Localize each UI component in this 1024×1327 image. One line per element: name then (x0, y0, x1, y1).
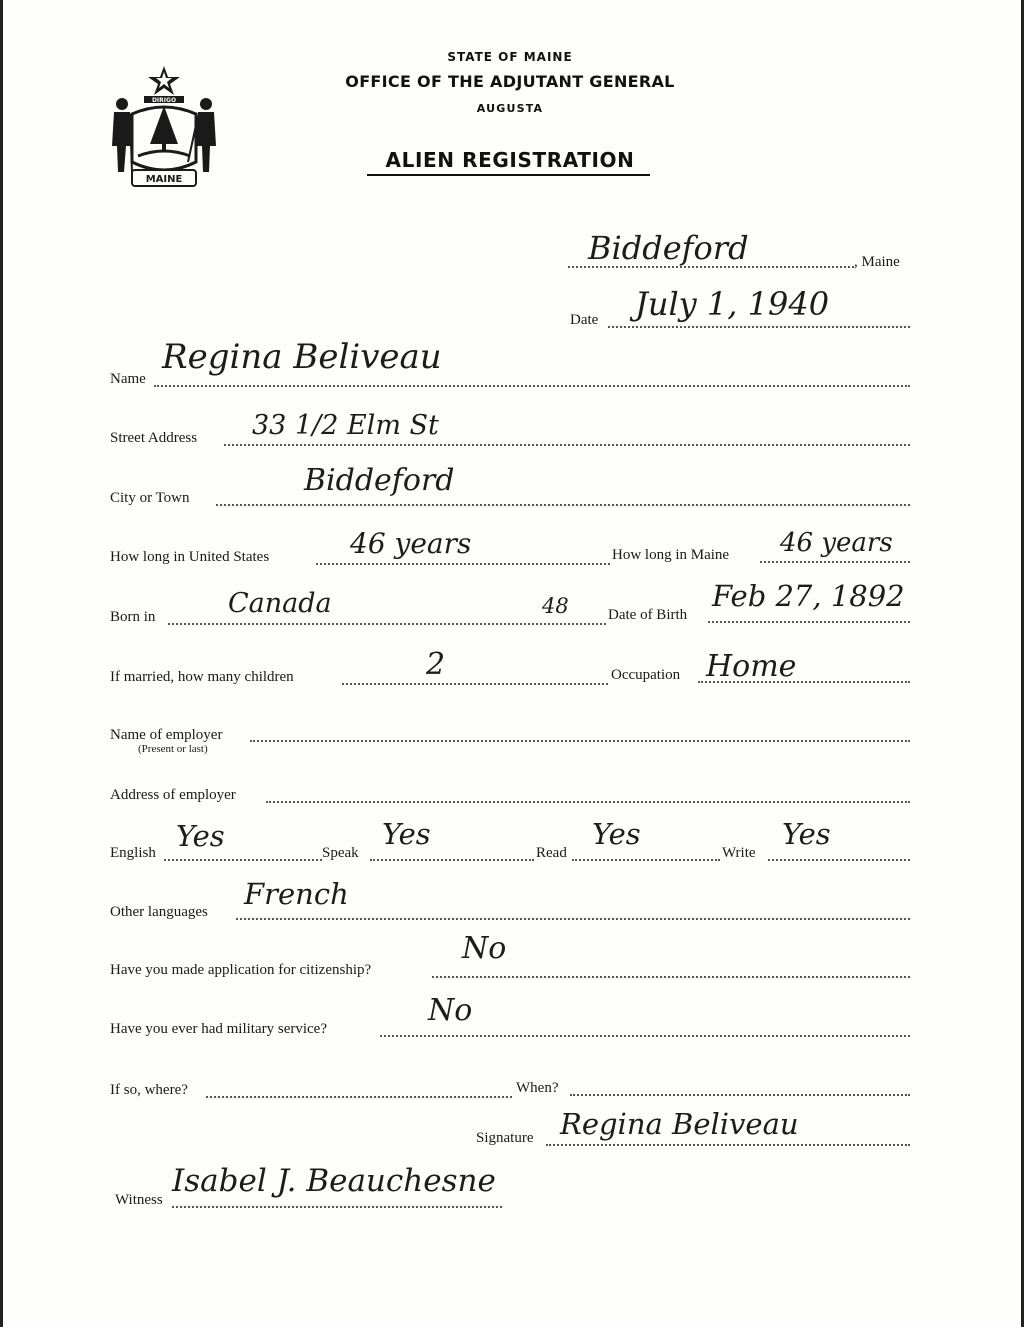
citizenship-label: Have you made application for citizenship? (110, 962, 372, 978)
signature-label: Signature (476, 1130, 534, 1146)
english-line (164, 859, 322, 861)
read-label: Read (536, 845, 567, 861)
street-address-value: 33 1/2 Elm St (252, 410, 439, 441)
signature-value: Regina Beliveau (560, 1107, 799, 1141)
street-address-line (224, 444, 910, 446)
maine-duration-label: How long in Maine (612, 547, 730, 563)
place-suffix-label: , Maine (854, 254, 900, 270)
employer-line (250, 740, 910, 742)
maine-duration-line (760, 561, 910, 563)
age-value: 48 (542, 594, 569, 618)
employer-address-label: Address of employer (110, 787, 236, 803)
military-label: Have you ever had military service? (110, 1021, 327, 1037)
seal-banner-text: MAINE (145, 174, 183, 185)
speak-label: Speak (322, 845, 359, 861)
other-languages-value: French (244, 877, 349, 911)
witness-line (172, 1206, 502, 1208)
dob-value: Feb 27, 1892 (712, 579, 905, 613)
city-line (216, 504, 910, 506)
citizenship-line (432, 976, 910, 978)
occupation-value: Home (706, 649, 797, 684)
employer-address-line (266, 801, 910, 803)
when-label: When? (516, 1080, 559, 1096)
employer-label: Name of employer (110, 727, 223, 743)
citizenship-value: No (462, 931, 507, 966)
read-value: Yes (592, 817, 641, 851)
name-label: Name (110, 371, 146, 387)
english-label: English (110, 845, 156, 861)
name-value: Regina Beliveau (162, 337, 442, 377)
date-line (608, 326, 910, 328)
employer-sublabel: (Present or last) (138, 743, 208, 755)
other-languages-line (236, 918, 910, 920)
born-in-label: Born in (110, 609, 156, 625)
when-line (570, 1094, 910, 1096)
children-label: If married, how many children (110, 669, 294, 685)
occupation-label: Occupation (611, 667, 681, 683)
witness-value: Isabel J. Beauchesne (172, 1163, 496, 1199)
us-duration-line (316, 563, 610, 565)
us-duration-label: How long in United States (110, 549, 270, 565)
maine-state-seal-icon (108, 62, 220, 190)
name-line (154, 385, 910, 387)
form-title: ALIEN REGISTRATION (385, 148, 635, 172)
english-value: Yes (176, 819, 225, 853)
write-value: Yes (782, 817, 831, 851)
state-heading: STATE OF MAINE (447, 50, 573, 64)
dob-line (708, 621, 910, 623)
us-duration-value: 46 years (350, 527, 472, 560)
born-in-value: Canada (228, 588, 332, 619)
speak-line (370, 859, 534, 861)
street-address-label: Street Address (110, 430, 198, 446)
seal-motto-text: DIRIGO (151, 97, 177, 104)
witness-label: Witness (115, 1192, 163, 1208)
speak-value: Yes (382, 817, 431, 851)
other-languages-label: Other languages (110, 904, 208, 920)
city-heading: AUGUSTA (476, 102, 544, 115)
write-label: Write (722, 845, 756, 861)
maine-duration-value: 46 years (780, 528, 893, 558)
city-label: City or Town (110, 490, 190, 506)
title-underline (367, 174, 650, 176)
office-heading: OFFICE OF THE ADJUTANT GENERAL (345, 72, 675, 91)
where-line (206, 1096, 512, 1098)
military-line (380, 1035, 910, 1037)
place-value: Biddeford (588, 229, 749, 267)
date-value: July 1, 1940 (635, 285, 830, 323)
military-value: No (428, 993, 473, 1028)
dob-label: Date of Birth (608, 607, 688, 623)
read-line (572, 859, 720, 861)
children-value: 2 (426, 647, 446, 682)
city-value: Biddeford (304, 463, 455, 498)
write-line (768, 859, 910, 861)
children-line (342, 683, 608, 685)
date-label: Date (570, 312, 599, 328)
signature-line (546, 1144, 910, 1146)
where-label: If so, where? (110, 1082, 188, 1098)
born-in-line (168, 623, 606, 625)
